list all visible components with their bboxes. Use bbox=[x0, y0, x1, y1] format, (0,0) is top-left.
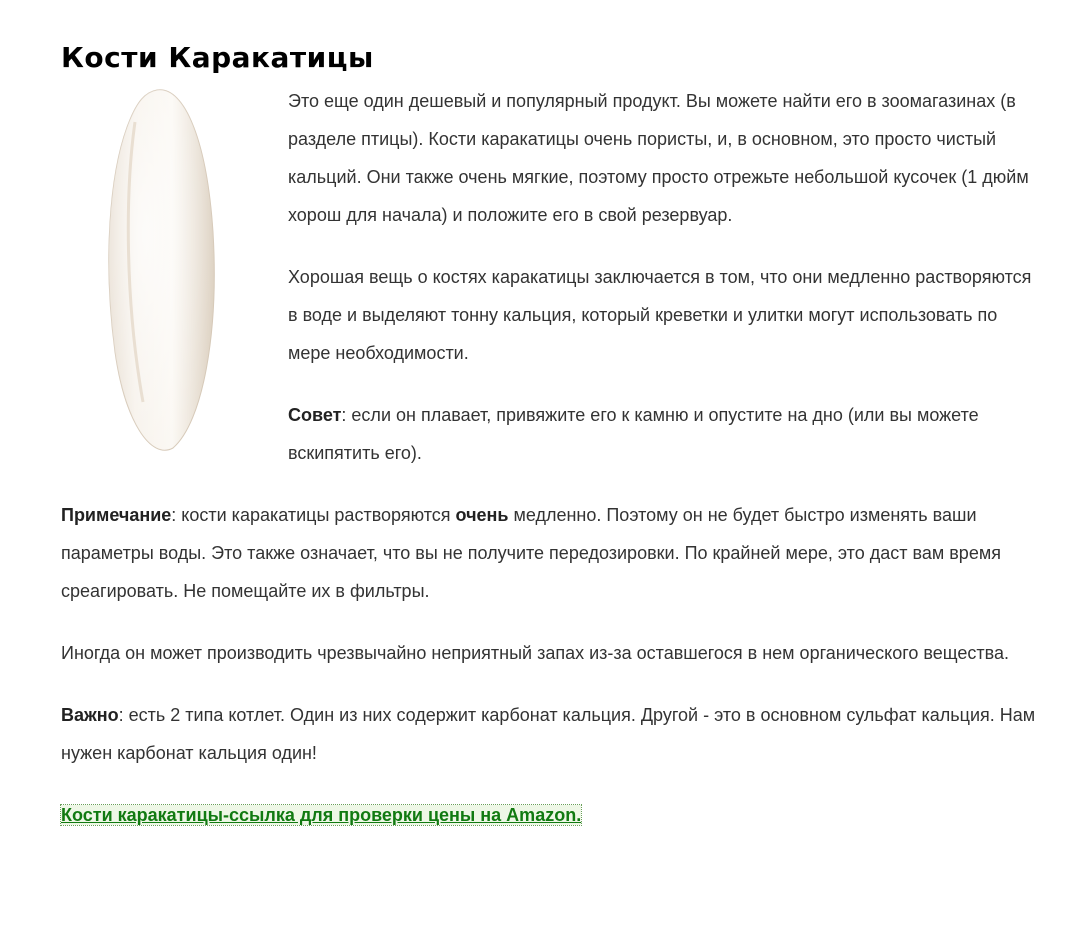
paragraph-intro: Это еще один дешевый и популярный продукт. Вы можете найти его в зоомагазинах (в разделе птицы). Кости каракатицы очень пористы, и, в основном, это просто чистый кальций. Они также очень мягкие, поэтому просто отрежьте небольшой кусочек (1 дюйм хорош для начала) и положите его в свой резервуар. bbox=[288, 91, 1029, 225]
note-emphasis: очень bbox=[455, 505, 509, 525]
tip-label: Совет bbox=[288, 405, 342, 425]
note-text-after: медленно. Поэтому он не будет быстро изменять ваши параметры воды. Это также означает, что вы не получите передозировки. По крайней мере, это даст вам время среагировать. Не помещайте их в фильтры. bbox=[61, 505, 1001, 601]
paragraph-link bbox=[61, 796, 1041, 834]
tip-text: : если он плавает, привяжите его к камню и опустите на дно (или вы можете вскипятить его). bbox=[288, 405, 979, 463]
paragraph-benefit: Хорошая вещь о костях каракатицы заключается в том, что они медленно растворяются в воде и выделяют тонну кальция, который креветки и улитки могут использовать по мере необходимости. bbox=[288, 267, 1032, 363]
amazon-price-link[interactable]: Кости каракатицы-ссылка для проверки цены на Amazon. bbox=[61, 805, 582, 825]
cuttlebone-image bbox=[61, 82, 288, 454]
cuttlebone-icon bbox=[95, 82, 225, 454]
important-label: Важно bbox=[61, 705, 119, 725]
paragraph-important bbox=[61, 696, 1041, 772]
note-label: Примечание bbox=[61, 505, 172, 525]
paragraph-smell: Иногда он может производить чрезвычайно неприятный запах из-за оставшегося в нем органического вещества. bbox=[61, 643, 1010, 663]
note-text-before: : кости каракатицы растворяются bbox=[171, 505, 456, 525]
paragraph-note bbox=[61, 496, 1041, 610]
article bbox=[61, 36, 1041, 858]
important-text: : есть 2 типа котлет. Один из них содержит карбонат кальция. Другой - это в основном сульфат кальция. Нам нужен карбонат кальция один! bbox=[61, 705, 1036, 763]
article-title: Кости Каракатицы bbox=[61, 41, 374, 74]
